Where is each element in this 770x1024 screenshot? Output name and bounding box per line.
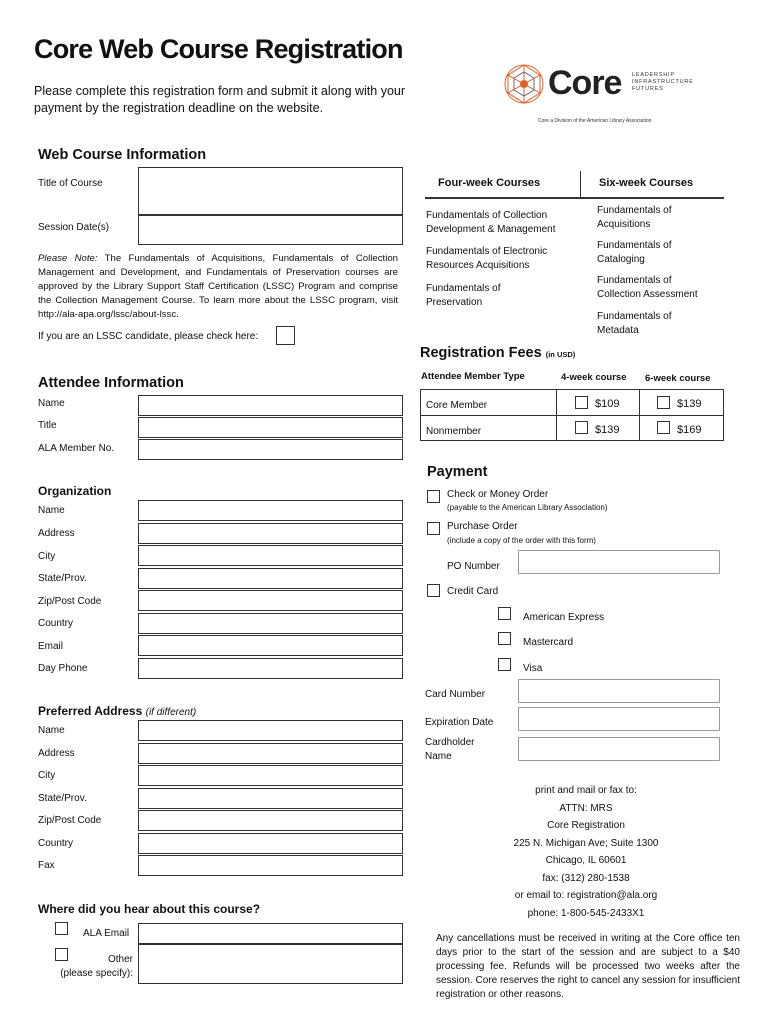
org-email-input[interactable]: [138, 635, 403, 656]
attendee-title-input[interactable]: [138, 417, 403, 438]
organization-heading: Organization: [38, 484, 112, 498]
card-type-label: Visa: [523, 663, 543, 674]
fees-col-type: Attendee Member Type: [421, 371, 525, 382]
card-number-input[interactable]: [518, 679, 720, 703]
pref-field-label: Fax: [38, 860, 55, 871]
six-week-course: Fundamentals of Acquisitions: [597, 205, 672, 230]
pref-field-label: Zip/Post Code: [38, 815, 102, 826]
cardholder-label: Cardholder Name: [425, 737, 475, 762]
cardholder-input[interactable]: [518, 737, 720, 761]
attendee-field-label: Title: [38, 420, 57, 431]
core-logo-icon: [502, 62, 546, 106]
six-week-course: Fundamentals of Metadata: [597, 311, 672, 336]
fee-amount: $109: [595, 398, 620, 410]
org-field-label: Day Phone: [38, 663, 88, 674]
course-title-label: Title of Course: [38, 178, 103, 189]
pref-city-input[interactable]: [138, 765, 403, 786]
fee-member-6week-checkbox[interactable]: [657, 396, 670, 409]
core-logo-word: Core: [548, 64, 622, 102]
web-course-heading: Web Course Information: [38, 147, 207, 163]
fee-amount: $139: [677, 398, 702, 410]
pref-zip-input[interactable]: [138, 810, 403, 831]
pref-fax-input[interactable]: [138, 855, 403, 876]
org-name-input[interactable]: [138, 500, 403, 521]
pref-name-input[interactable]: [138, 720, 403, 741]
card-number-label: Card Number: [425, 689, 486, 700]
check-money-order-label: Check or Money Order: [447, 489, 549, 500]
org-address-input[interactable]: [138, 523, 403, 544]
org-field-label: Address: [38, 528, 75, 539]
payment-heading: Payment: [427, 464, 488, 480]
hear-heading: Where did you hear about this course?: [38, 902, 261, 916]
intro-text: Please complete this registration form and submit it along with your payment by the registration deadline on the website.: [34, 84, 406, 115]
six-week-course: Fundamentals of Collection Assessment: [597, 275, 698, 300]
other-specify-input[interactable]: [138, 944, 403, 984]
card-type-label: American Express: [523, 612, 605, 623]
mailing-info: print and mail or fax to: ATTN: MRS Core Registration 225 N. Michigan Ave; Suite 1300 Chicago, IL 60601 fax: (312) 280-1538 or email to: registration@ala.org phone: 1-800-545-2433X1: [513, 785, 659, 919]
fee-member-4week-checkbox[interactable]: [575, 396, 588, 409]
check-money-order-checkbox[interactable]: [427, 490, 440, 503]
four-week-course: Fundamentals of Collection Development & Management: [426, 210, 556, 235]
fees-heading: Registration Fees (in USD): [420, 345, 576, 361]
cancellation-policy: Any cancellations must be received in writing at the Core office ten days prior to the start of the session and are subject to a $40 processing fee. Refunds will be processed two weeks after the session. Core reserves the right to cancel any session for insufficient registration or other reasons.: [436, 933, 740, 1000]
ala-email-checkbox[interactable]: [55, 922, 68, 935]
attendee-name-input[interactable]: [138, 395, 403, 416]
org-field-label: Country: [38, 618, 74, 629]
course-header-rule: [425, 197, 724, 199]
four-week-header: Four-week Courses: [438, 177, 541, 189]
fee-nonmember-6week-checkbox[interactable]: [657, 421, 670, 434]
course-header-divider: [580, 171, 581, 197]
core-logo-tagline: LEADERSHIP INFRASTRUCTURE FUTURES: [632, 72, 694, 92]
pref-field-label: Name: [38, 725, 65, 736]
fees-row-type: Core Member: [426, 400, 488, 411]
course-title-input[interactable]: [138, 167, 403, 215]
pref-field-label: State/Prov.: [38, 793, 87, 804]
attendee-ala-number-input[interactable]: [138, 439, 403, 460]
six-week-header: Six-week Courses: [599, 177, 694, 189]
pref-address-input[interactable]: [138, 743, 403, 764]
lssc-note: Please Note: The Fundamentals of Acquisitions, Fundamentals of Collection Management and Development, and Fundamentals of Preservation courses are approved by the Library Support Staff Certification (LSSC) Program and comprise the Collection Management Course. To learn more about the LSSC program, visit http://ala-apa.org/lssc/about-lssc.: [38, 253, 398, 320]
expiration-input[interactable]: [518, 707, 720, 731]
org-city-input[interactable]: [138, 545, 403, 566]
attendee-field-label: Name: [38, 398, 65, 409]
pref-field-label: Country: [38, 838, 74, 849]
org-field-label: Zip/Post Code: [38, 596, 102, 607]
ala-email-label: ALA Email: [83, 928, 130, 939]
amex-checkbox[interactable]: [498, 607, 511, 620]
org-field-label: Email: [38, 641, 64, 652]
org-field-label: City: [38, 551, 56, 562]
lssc-checkbox[interactable]: [276, 326, 295, 345]
session-dates-input[interactable]: [138, 215, 403, 245]
attendee-field-label: ALA Member No.: [38, 443, 115, 454]
org-phone-input[interactable]: [138, 658, 403, 679]
org-zip-input[interactable]: [138, 590, 403, 611]
org-field-label: Name: [38, 505, 65, 516]
po-number-input[interactable]: [518, 550, 720, 574]
pref-state-input[interactable]: [138, 788, 403, 809]
fees-col-6week: 6-week course: [645, 373, 711, 384]
core-logo-division: Core a Division of the American Library Association: [538, 118, 652, 124]
session-dates-label: Session Date(s): [38, 222, 110, 233]
pref-field-label: City: [38, 770, 56, 781]
org-state-input[interactable]: [138, 568, 403, 589]
credit-card-checkbox[interactable]: [427, 584, 440, 597]
check-money-order-note: (payable to the American Library Association): [447, 503, 608, 512]
attendee-heading: Attendee Information: [38, 375, 184, 391]
hear-ala-email-input[interactable]: [138, 923, 403, 944]
pref-field-label: Address: [38, 748, 75, 759]
four-week-course: Fundamentals of Electronic Resources Acquisitions: [426, 246, 548, 271]
purchase-order-note: (include a copy of the order with this form): [447, 536, 596, 545]
purchase-order-checkbox[interactable]: [427, 522, 440, 535]
six-week-course: Fundamentals of Cataloging: [597, 240, 672, 265]
visa-checkbox[interactable]: [498, 658, 511, 671]
org-field-label: State/Prov.: [38, 573, 87, 584]
preferred-heading: Preferred Address (if different): [38, 704, 197, 718]
card-type-label: Mastercard: [523, 637, 574, 648]
purchase-order-label: Purchase Order: [447, 521, 518, 532]
other-label: Other (please specify):: [60, 954, 133, 979]
fee-amount: $139: [595, 424, 620, 436]
org-country-input[interactable]: [138, 613, 403, 634]
fee-amount: $169: [677, 424, 702, 436]
page-title: Core Web Course Registration: [34, 34, 403, 64]
credit-card-label: Credit Card: [447, 586, 499, 597]
po-number-label: PO Number: [447, 561, 500, 572]
pref-country-input[interactable]: [138, 833, 403, 854]
four-week-course: Fundamentals of Preservation: [426, 283, 501, 308]
expiration-label: Expiration Date: [425, 717, 494, 728]
fee-nonmember-4week-checkbox[interactable]: [575, 421, 588, 434]
mastercard-checkbox[interactable]: [498, 632, 511, 645]
lssc-candidate-label: If you are an LSSC candidate, please check here:: [38, 331, 259, 342]
fees-row-type: Nonmember: [426, 426, 482, 437]
fees-col-4week: 4-week course: [561, 372, 627, 383]
